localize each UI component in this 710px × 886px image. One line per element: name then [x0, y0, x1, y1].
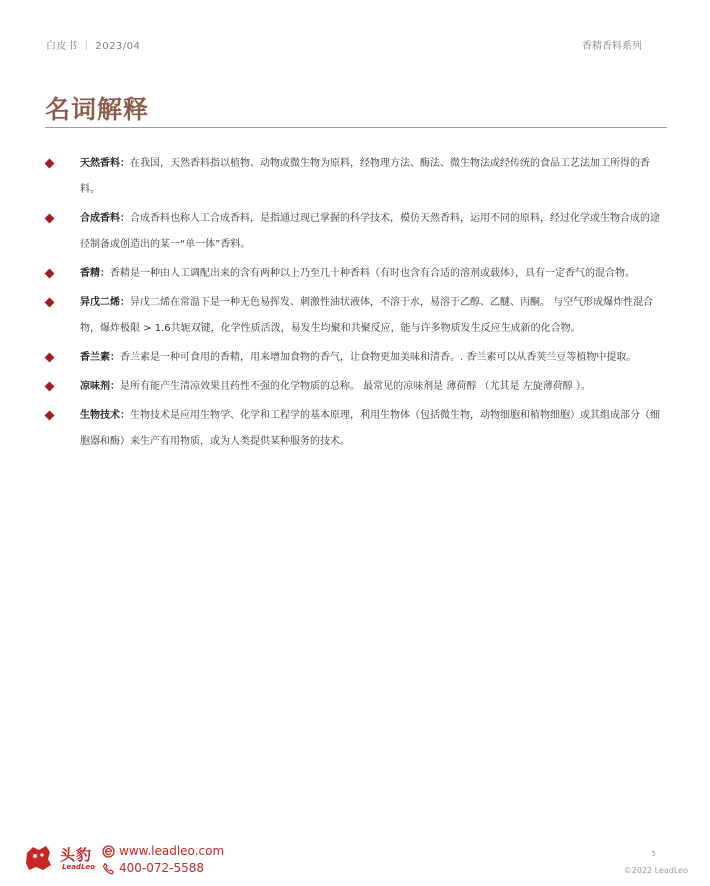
definition-term: 凉味剂： — [80, 381, 120, 392]
definition-item — [46, 345, 662, 371]
definition-term: 合成香料： — [80, 213, 130, 224]
diamond-bullet-icon — [45, 269, 55, 279]
phone-row — [102, 860, 224, 877]
header-series-name: 香精香料系列 — [582, 41, 642, 52]
definition-item — [46, 374, 662, 400]
definition-term: 异戊二烯： — [80, 297, 130, 308]
leopard-head-icon — [24, 844, 52, 872]
diamond-bullet-icon — [45, 411, 55, 421]
diamond-bullet-icon — [45, 353, 55, 363]
website-row[interactable] — [102, 843, 224, 860]
website-link[interactable]: www.leadleo.com — [119, 844, 225, 858]
definition-text: 生物技术是应用生物学、化学和工程学的基本原理，利用生物体（包括微生物，动物细胞和植物细胞）或其组成部分（细胞器和酶）来生产有用物质，或为人类提供某种服务的技术。 — [80, 410, 660, 447]
diamond-bullet-icon — [45, 298, 55, 308]
diamond-bullet-icon — [45, 214, 55, 224]
definition-item — [46, 151, 662, 203]
definition-item — [46, 261, 662, 287]
phone-number: 400-072-5588 — [119, 861, 205, 875]
phone-icon — [102, 862, 115, 875]
page-number: 5 — [651, 850, 656, 858]
contact-info — [102, 843, 224, 877]
leadleo-logo — [24, 842, 114, 876]
page-title: 名词解释 — [45, 95, 150, 124]
definition-term: 香兰素： — [80, 352, 120, 363]
definition-item — [46, 403, 662, 455]
diamond-bullet-icon — [45, 159, 55, 169]
web-e-icon — [102, 845, 115, 858]
copyright-notice: ©2022 LeadLeo — [623, 866, 688, 875]
diamond-bullet-icon — [45, 382, 55, 392]
definition-item — [46, 290, 662, 342]
definition-text: 是所有能产生清凉效果且药性不强的化学物质的总称。 最常见的凉味剂是 薄荷醇 （尤其是 左旋薄荷醇 ）。 — [120, 381, 591, 392]
title-divider — [45, 127, 667, 128]
definition-term: 天然香料： — [80, 158, 130, 169]
definition-text: 合成香料也称人工合成香料，是指通过现已掌握的科学技术，模仿天然香料，运用不同的原料，经过化学或生物合成的途径制备或创造出的某一“单一体”香料。 — [80, 213, 660, 250]
definition-term: 生物技术： — [80, 410, 130, 421]
logo-english-text: LeadLeo — [62, 863, 95, 871]
definition-text: 香兰素是一种可食用的香精，用来增加食物的香气，让食物更加美味和清香。. 香兰素可以从香荚兰豆等植物中提取。 — [120, 352, 637, 363]
definition-term: 香精： — [80, 268, 110, 279]
definition-list — [46, 151, 662, 458]
definition-text: 香精是一种由人工调配出来的含有两种以上乃至几十种香料（有时也含有合适的溶剂或载体），具有一定香气的混合物。 — [110, 268, 635, 279]
definition-item — [46, 206, 662, 258]
header-report-date: 白皮书 ｜ 2023/04 — [46, 41, 141, 52]
definition-text: 在我国，天然香料指以植物、动物或微生物为原料，经物理方法、酶法、微生物法或经传统的食品工艺法加工所得的香料。 — [80, 158, 650, 195]
logo-chinese-text: 头豹 — [60, 846, 93, 864]
definition-text: 异戊二烯在常温下是一种无色易挥发、刺激性油状液体，不溶于水，易溶于乙醇、乙醚、丙酮。 与空气形成爆炸性混合物，爆炸极限 > 1.6共轭双键，化学性质活泼，易发生均聚和共聚反应，能与许多物质发生反应生成新的化合物。 — [80, 297, 654, 334]
